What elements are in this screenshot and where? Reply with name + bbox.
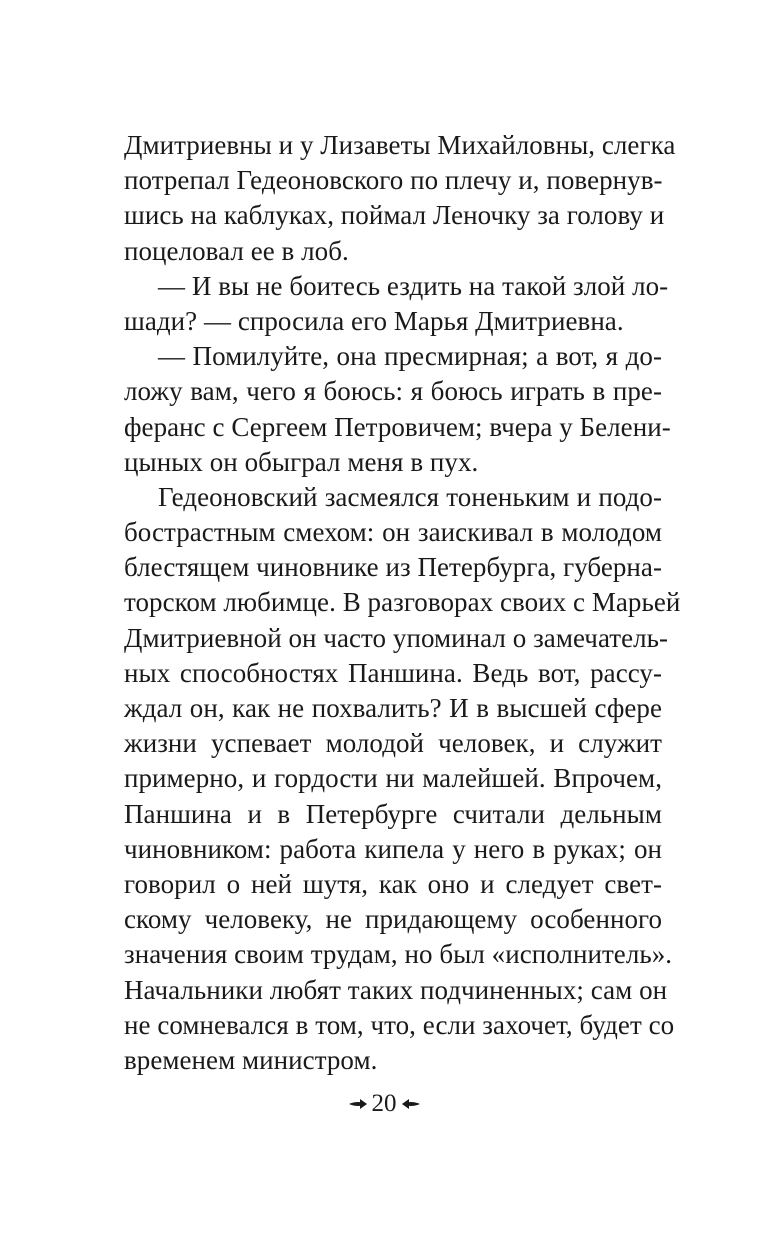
text-line: ных способностях Паншина. Ведь вот, рассу-: [124, 657, 662, 688]
left-ornament-icon: [348, 1097, 368, 1111]
text-line: шади? — спросила его Марья Дмитриевна.: [124, 305, 624, 336]
text-line: поцеловал ее в лоб.: [124, 235, 349, 266]
text-line: Паншина и в Петербурге считали дельным: [124, 798, 662, 829]
text-line: шись на каблуках, поймал Леночку за голову и: [124, 200, 665, 231]
text-line: блестящем чиновнике из Петербурга, губерна-: [124, 552, 663, 583]
text-line: говорил о ней шутя, как оно и следует свет-: [124, 868, 662, 899]
text-line: не сомневался в том, что, если захочет, будет со: [124, 1009, 675, 1040]
text-line: жизни успевает молодой человек, и служит: [124, 728, 662, 759]
text-line: Начальники любят таких подчиненных; сам он: [124, 974, 668, 1005]
text-line: — И вы не боитесь ездить на такой злой ло-: [158, 270, 669, 301]
right-ornament-icon: [401, 1097, 421, 1111]
text-line: ждал он, как не похвалить? И в высшей сфере: [124, 693, 662, 723]
page-body: [124, 128, 681, 1078]
text-line: бострастным смехом: он заискивал в молодом: [124, 517, 662, 548]
page-number: 20: [371, 1090, 397, 1117]
text-line: потрепал Гедеоновского по плечу и, повернув-: [124, 165, 663, 196]
text-line: значения своим трудам, но был «исполнитель».: [124, 939, 673, 970]
text-line: Дмитриевны и у Лизаветы Михайловны, слегка: [124, 130, 676, 160]
text-line: примерно, и гордости ни малейшей. Впрочем,: [124, 763, 662, 794]
text-line: Дмитриевной он часто упоминал о замечатель-: [124, 622, 669, 653]
text-line: временем министром.: [124, 1044, 378, 1075]
page-footer: [0, 1088, 768, 1120]
text-line: цыных он обыграл меня в пух.: [124, 446, 479, 477]
text-line: Гедеоновский засмеялся тоненьким и подо-: [158, 481, 662, 512]
text-line: торском любимце. В разговорах своих с Марьей: [124, 587, 681, 618]
text-line: скому человеку, не придающему особенного: [124, 904, 662, 935]
text-line: феранс с Сергеем Петровичем; вчера у Белени-: [124, 411, 671, 442]
text-line: чиновником: работа кипела у него в руках; он: [124, 833, 662, 864]
text-line: — Помилуйте, она пресмирная; а вот, я до-: [158, 341, 662, 372]
text-line: ложу вам, чего я боюсь: я боюсь играть в пре-: [124, 376, 662, 407]
